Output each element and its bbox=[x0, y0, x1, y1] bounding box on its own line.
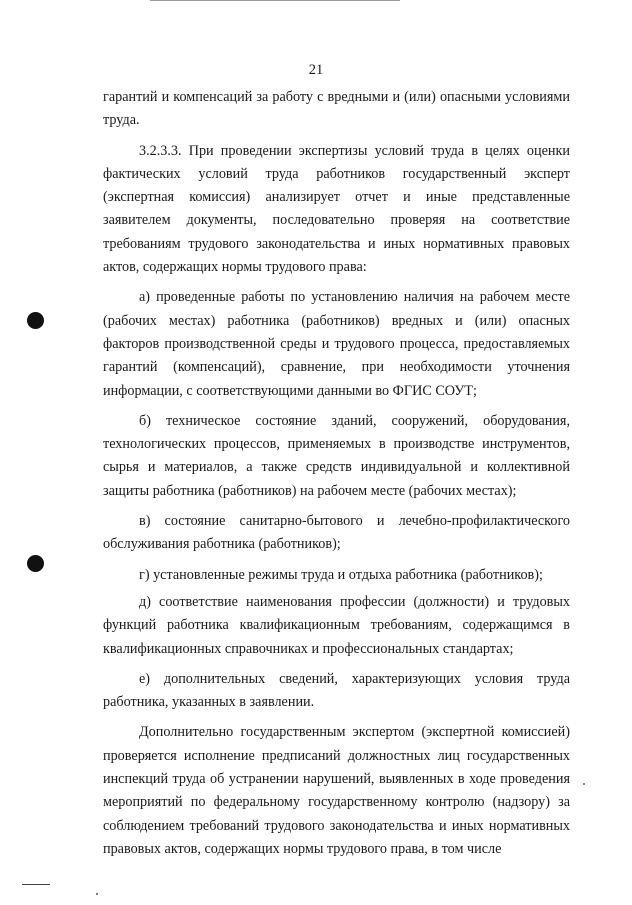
scan-top-rule bbox=[150, 0, 400, 1]
scan-speck bbox=[583, 783, 585, 785]
document-body bbox=[103, 86, 570, 868]
punch-hole-mark bbox=[27, 555, 44, 572]
list-item-g: г) установленные режимы труда и отдыха работника (работников); bbox=[139, 566, 543, 583]
page-number: 21 bbox=[308, 62, 324, 78]
punch-hole-mark bbox=[27, 312, 44, 329]
paragraph-clause-3-2-3-3: 3.2.3.3. При проведении экспертизы условий труда в целях оценки фактических условий труда работников государственный эксперт (экспертная комиссия) анализирует отчет и иные представленные заявителем документы, последовательно проверяя на соответствие требованиям трудового законодательства и иных нормативных правовых актов, содержащих нормы трудового права: bbox=[103, 142, 570, 276]
paragraph-intro-continuation: гарантий и компенсаций за работу с вредными и (или) опасными условиями труда. bbox=[103, 89, 570, 129]
list-item-v: в) состояние санитарно-бытового и лечебно-профилактического обслуживания работника (работников); bbox=[103, 513, 570, 553]
scan-speck bbox=[96, 893, 98, 895]
footnote-rule bbox=[22, 884, 50, 885]
list-item-b: б) техническое состояние зданий, сооружений, оборудования, технологических процессов, применяемых в производстве инструментов, сырья и материалов, а также средств индивидуальной и коллективной защиты работника (работников) на рабочем месте (рабочих местах); bbox=[103, 412, 570, 499]
list-item-d: д) соответствие наименования профессии (должности) и трудовых функций работника квалификационным требованиям, содержащимся в квалификационных справочниках и профессиональных стандартах; bbox=[103, 593, 570, 657]
list-item-e: е) дополнительных сведений, характеризующих условия труда работника, указанных в заявлении. bbox=[103, 670, 570, 711]
paragraph-additional-check: Дополнительно государственным экспертом (экспертной комиссией) проверяется исполнение предписаний должностных лиц государственных инспекций труда об устранении нарушений, выявленных в ходе проведения мероприятий по федеральному государственному контролю (надзору) за соблюдением требований трудового законодательства и иных нормативных правовых актов, содержащих нормы трудового права, в том числе bbox=[103, 724, 570, 857]
list-item-a: а) проведенные работы по установлению наличия на рабочем месте (рабочих местах) работника (работников) вредных и (или) опасных факторов производственной среды и трудового процесса, предоставляемых гарантий (компенсаций), сравнение, при необходимости уточнения информации, с соответствующими данными во ФГИС СОУТ; bbox=[103, 289, 570, 399]
